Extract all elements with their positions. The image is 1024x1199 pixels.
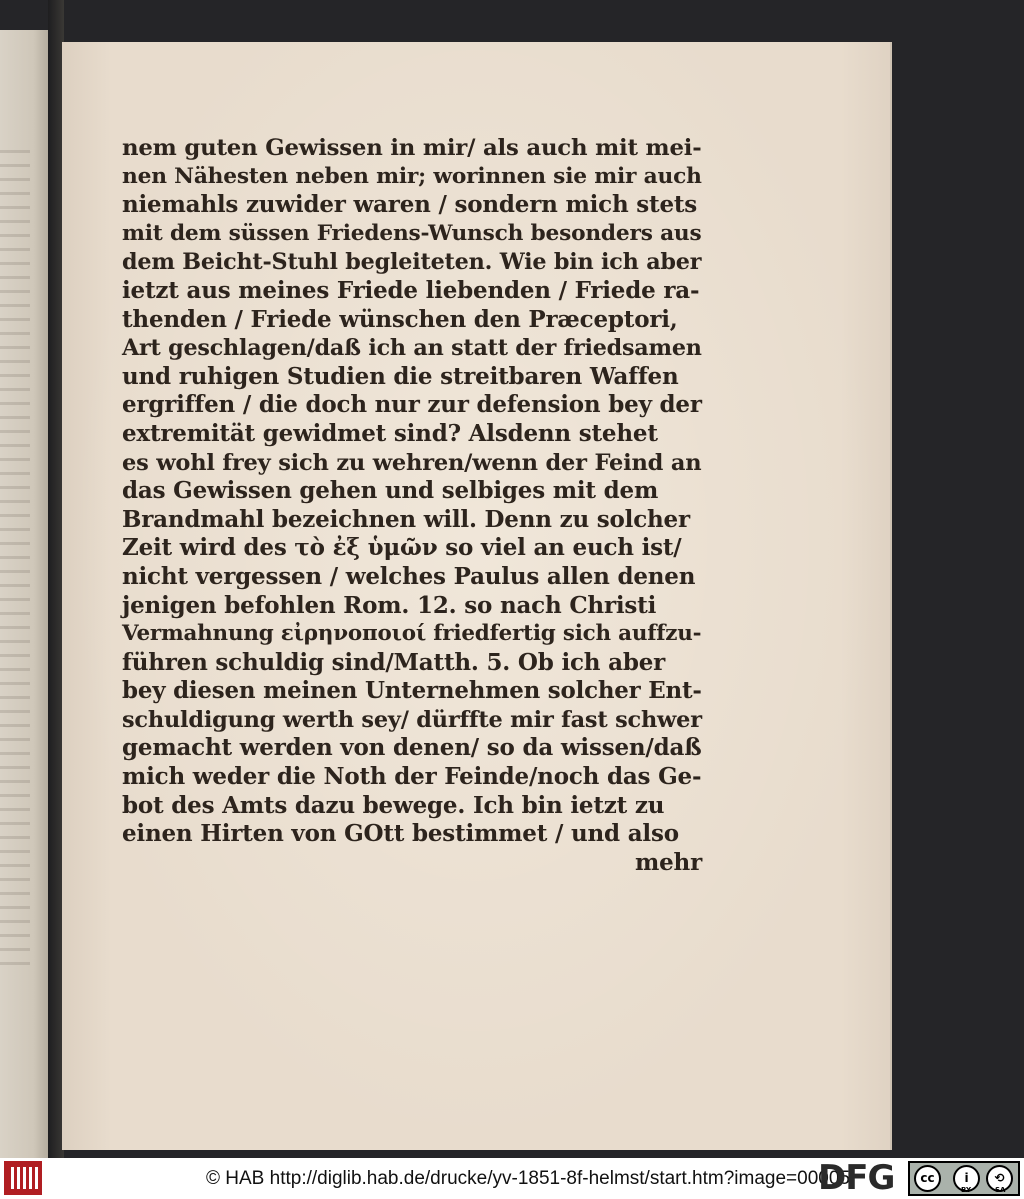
text-line: und ruhigen Studien die streitbaren Waffen: [122, 362, 679, 390]
book-page: [62, 42, 890, 1150]
cc-icon: cc: [914, 1165, 941, 1192]
text-line: einen Hirten von GOtt bestimmet / und also: [122, 820, 679, 848]
footer-bar: [0, 1158, 1024, 1199]
by-label: BY: [961, 1186, 972, 1194]
text-line: jenigen befohlen Rom. 12. so nach Christi: [122, 591, 657, 619]
text-line: bot des Amts dazu bewege. Ich bin ietzt zu: [122, 791, 665, 819]
cc-license-badge[interactable]: [908, 1161, 1020, 1196]
text-line: es wohl frey sich zu wehren/wenn der Feind an: [122, 449, 702, 476]
text-line: ietzt aus meines Friede liebenden / Friede ra-: [122, 276, 700, 304]
page-text: [122, 134, 702, 877]
text-line: gemacht werden von denen/ so da wissen/daß: [122, 734, 702, 762]
text-line: extremität gewidmet sind? Alsdenn stehet: [122, 419, 658, 447]
previous-page-bleed: [0, 150, 30, 970]
text-line: mich weder die Noth der Feinde/noch das Ge-: [122, 763, 702, 791]
previous-page-edge: [0, 30, 48, 1158]
share-alike-icon: ⟲: [986, 1165, 1013, 1192]
text-line: niemahls zuwider waren / sondern mich stets: [122, 191, 698, 219]
text-line: führen schuldig sind/Matth. 5. Ob ich aber: [122, 648, 666, 676]
text-line: nen Nähesten neben mir; worinnen sie mir auch: [122, 163, 702, 189]
text-line: Art geschlagen/daß ich an statt der friedsamen: [122, 335, 702, 362]
text-line: thenden / Friede wünschen den Præceptori,: [122, 305, 678, 333]
text-line: mit dem süssen Friedens-Wunsch besonders aus: [122, 220, 702, 246]
text-line: bey diesen meinen Unternehmen solcher Ent-: [122, 677, 702, 705]
text-line: Zeit wird des τὸ ἐξ ὑμῶν so viel an euch ist/: [122, 534, 682, 562]
by-attribution-icon: i: [953, 1165, 980, 1192]
attribution-link[interactable]: © HAB http://diglib.hab.de/drucke/yv-1851-8f-helmst/start.htm?image=00005: [206, 1168, 850, 1189]
text-line: ergriffen / die doch nur zur defension bey der: [122, 391, 702, 419]
catchword: mehr: [634, 848, 702, 876]
hab-logo-icon[interactable]: [4, 1161, 42, 1195]
text-line: dem Beicht-Stuhl begleiteten. Wie bin ich aber: [122, 249, 702, 276]
text-line: Vermahnung εἰρηνοποιοί friedfertig sich auffzu-: [122, 621, 702, 647]
text-line: schuldigung werth sey/ dürffte mir fast schwer: [122, 706, 702, 733]
dfg-logo[interactable]: DFG: [818, 1158, 895, 1198]
text-line: nem guten Gewissen in mir/ als auch mit mei-: [122, 135, 702, 161]
text-line: nicht vergessen / welches Paulus allen denen: [122, 562, 696, 590]
text-line: das Gewissen gehen und selbiges mit dem: [122, 477, 659, 505]
text-line: Brandmahl bezeichnen will. Denn zu solcher: [122, 505, 690, 533]
sa-label: SA: [995, 1186, 1006, 1194]
